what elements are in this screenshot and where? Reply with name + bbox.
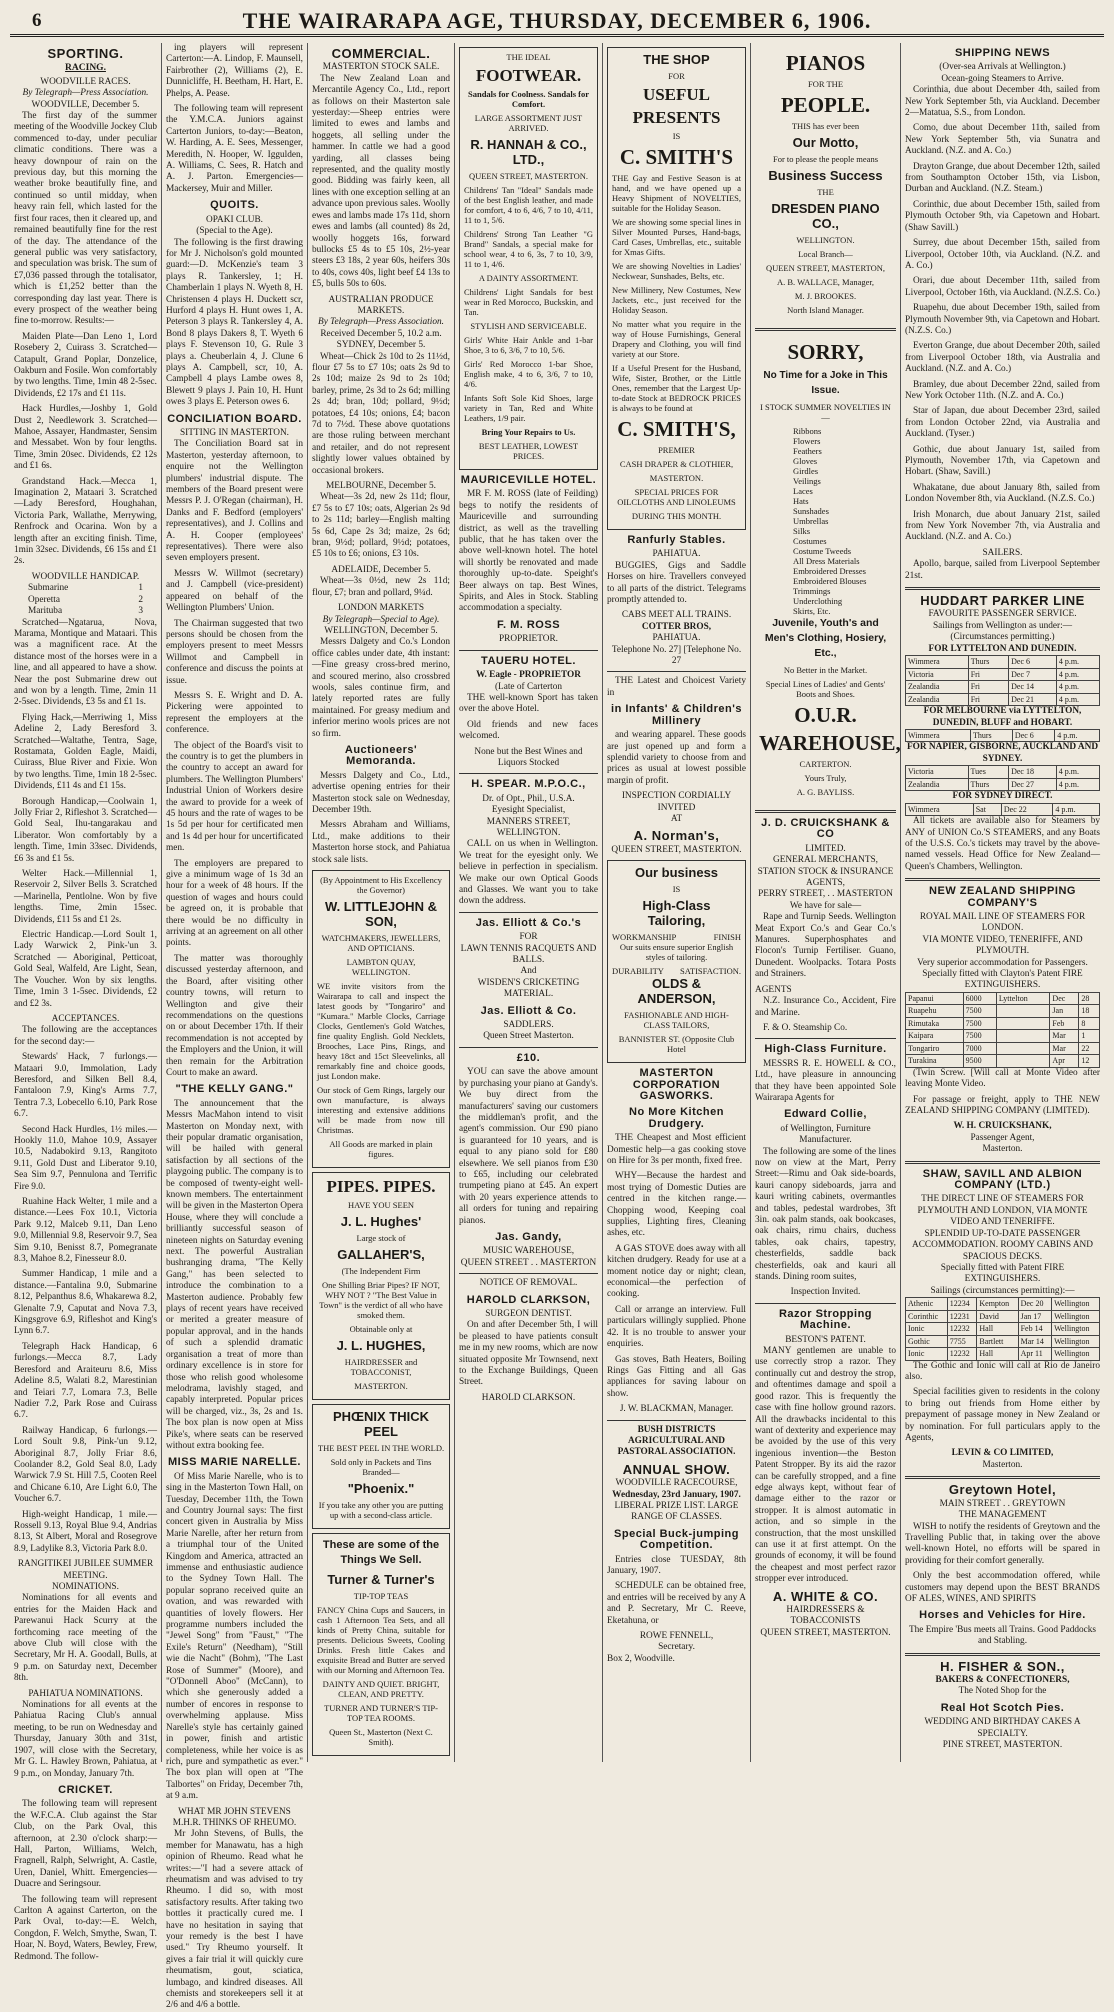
divider [905, 587, 1100, 590]
article-title: WHAT MR JOHN STEVENS M.H.R. THINKS OF RHEUMO. [172, 1806, 297, 1828]
section-heading: Special Buck-jumping Competition. [614, 1527, 739, 1552]
subheading: Ocean-going Steamers to Arrive. [941, 73, 1064, 84]
paragraph: The Gothic and Ionic will call at Rio de Janeiro also. [905, 1360, 1100, 1383]
paragraph: Summer Handicap, 1 mile and a distance.—Fantalina 9.0, Submarine 8.12, Pelpanthus 8.6, Whakarewa 8.2, Glenalte 7.9, Caputat and Nova 7.3, Kingsgrove 6.9, Rifleshot and King's Lynn 6.7. [14, 1269, 157, 1337]
paragraph: Borough Handicap,—Coolwain 1, Jolly Friar 2, Rifleshot 3. Scratched—Gold Seal, Ihu-tangarakau and Liberator. Won comfortably by a length. Time, 1min 33sec. Dividends, £6 3s and £1 5s. [14, 796, 157, 864]
subheading: ROYAL MAIL LINE OF STEAMERS FOR LONDON. [919, 911, 1086, 934]
paragraph: Stewards' Hack, 7 furlongs.—Mataari 9.0, Immolation, Lady Beresford, and Silken Bell 8.4, Fantaloon 7.9, King's Arms 7.7, Tentra 7.3, Lobecello 6.10, Park Rose 6.7. [14, 1052, 157, 1120]
connector-text: And [520, 966, 537, 977]
divider [905, 1161, 1100, 1164]
paragraph: Como, due about December 11th, sailed from New York September 5th, via Sunatra and Auckland. (N.Z. and A. Co.) [905, 123, 1100, 157]
section-heading: £10. [516, 1051, 541, 1064]
divider [459, 773, 598, 774]
table-row: Athenic 12234 Kempton Dec 20 Wellington [906, 1298, 1100, 1311]
venue: WOODVILLE RACECOURSE, [615, 1478, 738, 1489]
product-line: LAWN TENNIS RACQUETS AND BALLS. [460, 943, 597, 966]
ad-ideal-footwear: THE IDEAL FOOTWEAR. Sandals for Coolness. Sandals for Comfort. LARGE ASSORTMENT JUST ARRIVED. R. HANNAH & CO., LTD., QUEEN STREET, MASTERTON. Childrens' Tan "Ideal" Sandals made of the best English leather, and made for comfort, 4 to 6, 4/6, 7 to 10, 4/11, 11 to 1, 5/6. Childrens' Strong Tan Leather "G Brand" Sandals, a special make for school wear, 4 to 6, 3s, 7 to 10, 3/9, 11 to 1, 4/6. A DAINTY ASSORTMENT. Childrens' Light Sandals for best wear in Red Morocco, Buckskin, and Tan. STYLISH AND SERVICEABLE. Girls' White Hair Ankle and 1-bar Shoe, 3 to 6, 3/6, 7 to 10, 5/6. Girls' Red Morocco 1-bar Shoe, English make, 4 to 6, 3/6, 7 to 10, 4/6. Infants Soft Sole Kid Shoes, large variety in Tan, Red and White Leathers, 1/9 pair. Bring Your Repairs to Us. BEST LEATHER, LOWEST PRICES. [459, 47, 598, 470]
paragraph: Messrs W. Willmot (secretary) and J. Campbell (vice-president) appeared on behalf of the Wellington Plumbers' Union. [166, 568, 303, 614]
article-title: PAHIATUA NOMINATIONS. [28, 1688, 143, 1699]
paragraph: The following are some of the lines now on view at the Mart, Perry Street:—Rimu and Oak side-boards, kauri canopy sideboards, jarra and kauri writing cabinets, overmantles and tables, pedestal wardrobes, 3ft 3in. oak palm stands, oak bookcases, oak chairs, rimu chairs, duchess tables, oak chairs, tapestry, chesterfields, saddle back chesterfields, oak and kauri all stands. Dining room suites, [755, 1146, 896, 1283]
paragraph: The employers are prepared to give a minimum wage of 1s 3d an hour for a week of 48 hours. If the question of wages and hours could be agreed on, it is probable that there would be no difficulty in arriving at an agreement on all other points. [166, 858, 303, 949]
section-heading: COMMERCIAL. [331, 46, 431, 61]
paragraph: Gothic, due about January 1st, sailed from Plymouth, November 17th, via Capetown and Hobart. (Shaw, Savill.) [905, 444, 1100, 478]
address: MAIN STREET . . GREYTOWN [939, 1498, 1066, 1509]
business-type: HAIRDRESSERS & TOBACCONISTS [786, 1605, 865, 1627]
patent-label: BESTON'S PATENT. [785, 1334, 866, 1345]
table-row: Ionic 12232 Hall Apr 11 Wellington [906, 1348, 1100, 1361]
table-row: Victoria Tues Dec 18 4 p.m. [906, 766, 1100, 779]
ad-tiptop-teas: These are some of the Things We Sell. Turner & Turner's TIP-TOP TEAS FANCY China Cups and Saucers, in cash 1 Afternoon Tea Sets, and all kinds of Pretty China, suitable for presents. Delicious Sweets, Cooling Drinks. Fresh little Cakes and exquisite Bread and Butter are served with our Morning and Afternoon Tea. DAINTY AND QUIET. BRIGHT, CLEAN, AND PRETTY. TURNER AND TURNER'S TIP-TOP TEA ROOMS. Queen St., Masterton (Next C. Smith). [312, 1533, 450, 1756]
paragraph: and wearing apparel. These goods are just opened up and form a splendid variety to choose from and prices as usual at lowest possible margin of profit. [607, 730, 746, 786]
association-name: BUSH DISTRICTS AGRICULTURAL AND PASTORAL ASSOCIATION. [617, 1424, 736, 1458]
paragraph: YOU can save the above amount by purchasing your piano at Gandy's. We buy direct from the manufacturers' saving our customers the middleman's profit, and the agent's commission. Our £90 piano is guaranteed for 10 years, and is equal to any piano sold for £80 elsewhere. We sell pianos from £30 to £65, including our celebrated trumpeting piano at £45. An expert with 20 years experience attends to all orders for tuning and repairing pianos. [459, 1067, 598, 1226]
paragraph: Wheat—3s 2d, new 2s 11d; flour, £7 5s to £7 10s; oats, Algerian 2s 9d to 2s 11d; barley—English malting 5s 6d, Cape 2s 3d; maize, 2s 6d; bran, 9½d; pollard, 9½d; potatoes, £5 10s to £6; onions, £3 10s. [312, 492, 450, 560]
masthead [10, 8, 1104, 37]
paragraph: The matter was thoroughly discussed yesterday afternoon, and the Board, after visiting other country towns, will return to Wellington and give their recommendations on the questions on or about December 17th. If their recommendation is not accepted by the Employers and the Union, it will then remain for the Arbitration Court to make an award. [166, 953, 303, 1078]
subheading: Specially fitted with Clayton's Patent FIRE EXTINGUISHERS. [922, 969, 1083, 991]
sailing-table [905, 655, 1100, 706]
paragraph: Grandstand Hack.—Mecca 1, Imagination 2, Mataari 3. Scratched—Lady Beresford, Houghahan, Victoria Park, Wallathe, Merrywing, Renfrock and Ocarina. Won by a length after an exciting finish. Time, 1min 32sec. Dividends, £6 15s and £1 2s. [14, 476, 157, 567]
business-name: J. D. CRUICKSHANK & CO [761, 817, 890, 841]
divider [755, 1303, 896, 1304]
business-type: SADDLERS. [503, 1020, 554, 1031]
table-row: Gothic 7755 Bartlett Mar 14 Wellington [906, 1335, 1100, 1348]
address: PINE STREET, MASTERTON. [942, 1740, 1063, 1750]
paragraph: A GAS STOVE does away with all kitchen drudgery. Ready for use at a moment notice day or night; clean, economical—the perfection of cooking. [607, 1243, 747, 1300]
column-news [161, 43, 307, 2011]
connector-text: AT [670, 813, 683, 824]
placings [14, 583, 157, 617]
tagline: WEDDING AND BIRTHDAY CAKES A SPECIALTY. [924, 1717, 1081, 1739]
paragraph: MR F. M. ROSS (late of Feilding) begs to notify the residents of Mauriceville and surrounding district, as well as the travelling public, that he has taken over the above well-known hotel. The hotel will shortly be renovated and made thoroughly up-to-date. Speight's Beer always on tap. Best Wines, Spirits, and Ales in Stock. Stabling accommodation a specialty. [459, 489, 598, 614]
paragraph: ing players will represent Carterton:—A. Lindop, F. Maunsell, Fairbrother (2), Williams (2), E. Dunnicliffe, H. Beetham, H. Hart, E. Phelps, A. Pease. [166, 43, 303, 99]
paragraph: The following team will represent the Y.M.C.A. Juniors against Carterton Juniors, to-day:—Beaton, W. Harding, A. E. Sees, Messenger, Meredith, N. Hooper, W. Iggulden, A. Williams, C. Sees, R. Hatch and A. J. Parton. Emergencies—Mackersey, Muir and Miller. [166, 104, 303, 194]
business-type: LIMITED. [805, 843, 846, 854]
paragraph: Welter Hack.—Millennial 1, Reservoir 2, Silver Bells 3. Scratched—Marinella, Pentlolne. Won by five lengths. Time, 2min 15sec. Dividends, £11 5s and £1 2s. [14, 869, 157, 925]
paragraph: The first day of the summer meeting of the Woodville Jockey Club commenced to-day, under peculiar climatic conditions. There was a heavy downpour of rain on the previous day, but this morning the weather broke beautifully fine, and continued so until midday, when heavy rain fell, which lasted for the first four races, then it cleared up, and remained beautifully fine for the rest of the day. The attendance of the general public was very satisfactory, and speculation was brisk. The sum of £7,036 passed through the totalisator, which is £1,252 better than the corresponding day last year. There is every prospect of the weather being fine to-morrow. Results:— [14, 111, 157, 327]
divider [607, 1420, 746, 1421]
agent-title: Passenger Agent, [970, 1132, 1035, 1143]
divider [459, 912, 598, 913]
telephone: Telephone No. 27] [Telephone No. 27 [611, 644, 742, 667]
section-heading: in Infants' & Children's Millinery [611, 703, 742, 727]
byline: By Telegraph—Press Association. [22, 88, 149, 99]
paragraph: THE Latest and Choicest Variety in [607, 676, 746, 698]
article-title: ACCEPTANCES. [51, 1013, 120, 1024]
table-row: Zealandia Thurs Dec 27 4 p.m. [906, 778, 1100, 791]
business-name: Jas. Elliott & Co. [480, 1004, 577, 1017]
article-title: WOODVILLE RACES. [40, 76, 131, 87]
paragraph: Special facilities given to residents in the colony to bring out friends from Home either by prepayment of passage money in New Zealand or by nomination. For full particulars apply to the Agents, [905, 1387, 1100, 1444]
paragraph: The object of the Board's visit to the country is to get the plumbers in the country to accept an award for plumbers. The Wellington Plumbers' Industrial Union of Workers desire the award to provide for a week of 45 hours and the rate of wages to be 1s 5d per hour for certificated men and 1s 4d per hour for uncertificated men. [166, 740, 303, 854]
section-heading: Real Hot Scotch Pies. [940, 1701, 1065, 1714]
paragraph: Corinthic, due about December 15th, sailed from Plymouth October 9th, via Capetown and Hobart. (Shaw Savill.) [905, 199, 1100, 233]
paragraph: Irish Monarch, due about January 21st, sailed from New York November 7th, via Australia and Auckland. (N.Z. and A. Co.) [905, 509, 1100, 543]
paragraph: The announcement that the Messrs MacMahon intend to visit Masterton on Monday next, with their popular dramatic organisation, will be hailed with general satisfaction by all sections of the playgoing public. The company is to be composed of twenty-eight well-known members. The entertainment will be given in the Masterton Opera House, where they will conclude a brilliantly successful season of nineteen nights on Saturday evening next. The powerful Australian bushranging drama, "The Kelly Gang," has been selected to introduce the combination to a Masterton audience. Probably few plays of recent years have received or merited a greater measure of popular approval, and in the hands of such a splendid dramatic organisation a treat of more than ordinary excellence is in store for those who relish good wholesome melodrama, lavishly staged, and capably interpreted. Popular prices will be charged, viz., 3s, 2s and 1s. The box plan is now open at Miss Pike's, where seats can be reserved without extra booking fee. [166, 1098, 303, 1451]
signature: HAROLD CLARKSON. [481, 1392, 576, 1403]
section-heading: HUDDART PARKER LINE [920, 593, 1085, 609]
paragraph: The following is the first drawing for Mr J. Nicholson's gold mounted guard:—D. McKenzie's team 3 plays R. Tankersley, 1; H. Chamberlain 1 plays N. Wyeth 8, H. Christensen 4 plays H. Duckett scr, Hurford 4 plays H. Hunt owes 1, A. Peterson 3 plays R. Tankersley 4, A. Bond 8 plays Dakers 8, T. Wyeth 6 plays F. Stevenson 10, G. Rule 3 plays a. Cheuberlain 4, J. Clune 6 plays A. Campbell, scr, 10, A. Campbell 4 plays Lambe owes 8, Blewett 9 plays J. Pain 10, H. Hunt owes 3 plays E. Peterson owes 6. [166, 237, 303, 408]
ad-littlejohn: (By Appointment to His Excellency the Governor) W. LITTLEJOHN & SON, WATCHMAKERS, JEWELLERS, AND OPTICIANS. LAMBTON QUAY, WELLINGTON. WE invite visitors from the Wairarapa to call and inspect the latest goods by "Tongariro" and "Kumara." Marble Clocks, Carriage Clocks, Gentlemen's Gold Watches, fine quality English. Gold Necklets, Brooches, Lace Pins, Rings, and heavy 18ct and 15ct Sleevelinks, all remarkably fine and choice goods, just London make. Our stock of Gem Rings, largely our own manufacture, is always interesting and extensive additions will be made from now till Christmas. All Goods are marked in plain figures. [312, 870, 450, 1168]
dateline: WOODVILLE, December 5. [31, 99, 140, 110]
section-heading: NEW ZEALAND SHIPPING COMPANY'S [929, 885, 1076, 909]
paragraph: Wheat—Chick 2s 10d to 2s 11½d, flour £7 5s to £7 10s; oats 2s 9d to 2s 10d; maize 2s 9d to 2s 10d; barley, prime, 2s 3d to 2s 6d; milling 2s 4d; bran, 10d; pollard, 9½d; potatoes, £4 10s; onions, £4; bacon 7d to 7½d. These above quotations are those ruling between merchant and retailer, and do not represent slightly lower values obtained by occasional brokers. [312, 351, 450, 476]
divider [755, 1038, 896, 1039]
paragraph: The Conciliation Board sat in Masterton, yesterday afternoon, to enquire not the Wellington plumbers' industrial dispute. The members of the Board present were Messrs P. J. O'Regan (chairman), H. Danks and F. Bedford (employers' representatives), and J. Collins and A. H. Cooper (employees' representatives). There were also seven employers present. [166, 439, 303, 564]
section-heading: Greytown Hotel, [948, 1482, 1057, 1498]
paragraph: Of Miss Marie Narelle, who is to sing in the Masterton Town Hall, on Tuesday, December 11th, the Town and Country Journal says: The first concert given in Australia by Miss Marie Narelle, after her return from a triumphal tour of the United Kingdom and America, attracted an immense and enthusiastic audience to the Sydney Town Hall. The popular soprano received quite an ovation, and was rewarded with quantities of lovely flowers. Her programme numbers included the "Jewel Song" from "Faust," "The Exile's Return" (Needham), "Still wie die Nacht" (Bohm), "The Last Rose of Summer" (Moore), and "O'Donnell Aboo" (McCann), to which she generously added a number of encores in response to overwhelming applause. Miss Narelle's style has certainly gained in power, finish and artistic completeness, while her voice is as rich, pure and sympathetic as ever." The box plan will open at "The Talbortes" on Friday, December 7th, at 9 a.m. [166, 1471, 303, 1802]
section-heading: H. FISHER & SON., [940, 1658, 1065, 1674]
paragraph: Messrs Abraham and Williams, Ltd., make additions to their Masterton horse stock, and Pahiatua stock sale lists. [312, 820, 450, 865]
paragraph: Ruapehu, due about December 19th, sailed from Plymouth November 9th, via Capetown and Hobart. (N.Z.S. Co.) [905, 303, 1100, 336]
dateline: MELBOURNE, December 5. [326, 481, 436, 492]
paragraph: The following team will represent Carlton A against Carterton, on the Park Oval, to-day:—E. Welch, Congdon, F. Welch, Smythe, Swan, T. Hoar, N. Boyd, Waters, Bewley, Frew, Redmond. The follow- [14, 1894, 157, 1962]
byline: (Special to the Age). [196, 226, 273, 237]
article-subtitle: NOMINATIONS. [52, 1582, 119, 1592]
section-heading: CONCILIATION BOARD. [167, 412, 302, 425]
article-title: AUSTRALIAN PRODUCE MARKETS. [328, 294, 434, 316]
paragraph: Messrs Dalgety and Co., Ltd., advertise opening entries for their Masterton stock sale on Wednesday, December 19th. [312, 770, 450, 815]
paragraph: BUGGIES, Gigs and Saddle Horses on hire. Travellers conveyed to all parts of the district. Telegrams promptly attended to. [607, 560, 746, 606]
section-heading: Auctioneers' Memoranda. [344, 743, 418, 768]
paragraph: Orari, due about December 11th, sailed from Liverpool, October 16th, via Auckland. (N.Z.S. Co.) [905, 276, 1100, 298]
dateline: WELLINGTON, December 5. [324, 625, 438, 636]
table-row: Kaipara 7500 Mar 1 [906, 1030, 1100, 1043]
address: QUEEN STREET, MASTERTON. [611, 844, 742, 855]
place-name: PAHIATUA. [652, 633, 701, 644]
table-row: Corinthic 12231 David Jan 17 Wellington [906, 1310, 1100, 1323]
subheading: SPLENDID UP-TO-DATE PASSENGER ACCOMMODATION. ROOMY CABINS AND SPACIOUS DECKS. [912, 1228, 1093, 1262]
divider [459, 1047, 598, 1048]
paragraph: Call or arrange an interview. Full particulars willingly supplied. Phone 42. It is no trouble to answer your enquiries. [607, 1304, 746, 1350]
subheading: Very superior accommodation for Passengers. [917, 957, 1088, 968]
section-heading: SHAW, SAVILL AND ALBION COMPANY (LTD.) [922, 1167, 1083, 1192]
article-title: WOODVILLE HANDICAP. [31, 571, 140, 582]
byline: By Telegraph—Special to Age). [322, 614, 440, 625]
paragraph: Only the best accommodation offered, while customers may depend upon the BEST BRANDS OF ALES, WINES, AND SPIRITS [905, 1571, 1100, 1604]
address: PERRY STREET, . . MASTERTON [758, 889, 893, 900]
placing-row: Submarine 1 [28, 583, 143, 594]
sailing-table [905, 803, 1100, 817]
address: QUEEN STREET . . MASTERTON [460, 1257, 597, 1268]
credential: Dr. of Opt., Phil., U.S.A. [482, 793, 575, 804]
table-row: Turakina 9500 Apr 12 [906, 1055, 1100, 1068]
business-type: GENERAL MERCHANTS, STATION STOCK & INSURANCE AGENTS, [757, 855, 894, 889]
paragraph: THE well-known Sport has taken over the above Hotel. [459, 692, 598, 715]
tagline: The Empire 'Bus meets all Trains. Good Paddocks and Stabling. [908, 1624, 1097, 1647]
subheading: THE MANAGEMENT [958, 1510, 1047, 1521]
ad-corner-labels: DURABILITY SATISFACTION. [612, 966, 741, 977]
business-type: SURGEON DENTIST. [485, 1309, 572, 1319]
subheading: Sailings from Wellington as under:— [932, 620, 1073, 631]
subheading: VIA MONTE VIDEO, TENERIFFE, AND PLYMOUTH. [922, 934, 1083, 957]
business-type: BAKERS & CONFECTIONERS, [935, 1674, 1070, 1685]
address: MANNERS STREET, WELLINGTON. [486, 816, 571, 838]
section-heading: No More Kitchen Drudgery. [629, 1106, 724, 1130]
paragraph: Rape and Turnip Seeds. Wellington Meat Export Co.'s and Gear Co.'s Manures. Superphosphates and Flocon's Turnip Fertiliser. Guano, Dunedent. Woolpacks. Totara Posts and Strainers. [755, 912, 896, 980]
column-ads-c [750, 43, 900, 1762]
paragraph: Wheat—3s 0½d, new 2s 11d; flour, £7; bran and pollard, 9¼d. [312, 576, 450, 598]
section-heading: SHIPPING NEWS [954, 47, 1051, 59]
page-number: 6 [32, 10, 42, 31]
business-name: HAROLD CLARKSON, [466, 1293, 591, 1306]
connector-text: FOR [519, 932, 538, 943]
paragraph: The Chairman suggested that two persons should be chosen from the employers present to meet Messrs Willmot and Campbell in conference and discuss the points at issue. [166, 618, 303, 686]
place-name: Masterton. [982, 1459, 1023, 1470]
signature: ROWE FENNELL, [639, 1631, 714, 1642]
paragraph: All tickets are available also for Steamers by ANY of UNION Co.'S STEAMERS, and any Boats of the U.S.S. Co.'s tickets may travel by the above-named vessels. Head Office for New Zealand—Queen's Chambers, Wellington. [905, 816, 1100, 872]
address: Box 2, Woodville. [607, 1653, 675, 1664]
subheading: FAVOURITE PASSENGER SERVICE. [928, 609, 1077, 620]
place-name: Masterton. [982, 1144, 1023, 1155]
table-row: Ruapehu 7500 Jan 18 [906, 1005, 1100, 1018]
column-commercial [307, 43, 454, 1762]
byline: By Telegraph—Press Association. [318, 317, 444, 328]
dateline: Received December 5, 10.2 a.m. [320, 328, 442, 339]
paragraph: THE Cheapest and Most efficient Domestic help—a gas cooking stove on Hire for 3s per month, fixed free. [607, 1133, 746, 1166]
business-name: Edward Collie, [784, 1108, 867, 1121]
column-ads-a [454, 43, 602, 1762]
business-name: A. WHITE & CO. [772, 1588, 879, 1604]
paragraph: Scratched—Ngatarua, Nova, Marama, Montique and Mataari. This was a magnificent race. At the distance most of the horses were in a line, and all appeared to have a show. Near the post Submarine drew out and won by a length. Time, 2min 11 2-5sec. Dividends, £3 5s and £1 1s. [14, 617, 157, 708]
business-type: MUSIC WAREHOUSE, [482, 1246, 575, 1257]
paragraph: The following are the acceptances for the second day:— [14, 1025, 157, 1047]
table-row: Victoria Fri Dec 7 4 p.m. [906, 668, 1100, 681]
business-type: of Wellington, Furniture Manufacturer. [780, 1123, 871, 1146]
paragraph: Flying Hack,—Merriwing 1, Miss Adeline 2, Lady Beresford 3. Scratched—Waltathe, Tentra, Sage, Rostamata, Golden Eagle, Maidi, Cuirass, Blue River and Fixie. Won by two lengths. Time, 1min 18 2-5sec. Dividends, £11 4s and £1 15s. [14, 712, 157, 792]
subheading: Specially fitted with Patent FIRE EXTINGUISHERS. [940, 1262, 1065, 1285]
table-row: Papanui 6000 Lyttelton Dec 28 [906, 992, 1100, 1005]
section-heading: Jas. Elliott & Co.'s [475, 916, 582, 929]
section-heading: SPORTING. [47, 46, 124, 61]
credential: Eyesight Specialist, [491, 805, 566, 816]
paragraph: F. & O. Steamship Co. [763, 1022, 848, 1033]
paragraph: Star of Japan, due about December 23rd, sailed from London October 22nd, via Australia and Auckland. (Tyser.) [905, 406, 1100, 440]
paragraph: Nominations for all events and entries for the Maiden Hack and Parewanui Hack Scurry at the forthcoming race meeting of the above Club will close with the Secretary, Mr H. A. Goodall, Bulls, at 9 p.m. on Saturday next, December 8th. [14, 1593, 157, 1684]
section-heading: H. SPEAR. M.P.O.C., [471, 778, 586, 791]
paragraph: Nominations for all events at the Pahiatua Racing Club's annual meeting, to be run on Wednesday and Thursday, January 30th and 31st, 1907, will close with the Secretary, Mr G. L. Hawley Brown, Pahiatua, at 9 p.m., on Monday, January 7th. [14, 1700, 157, 1779]
paragraph: Old friends and new faces welcomed. [459, 719, 598, 742]
table-row: Wimmera Sat Dec 22 4 p.m. [906, 803, 1100, 816]
section-heading: High-Class Furniture. [764, 1043, 887, 1056]
novelty-list: Ribbons Flowers Feathers Gloves Girdles Veilings Laces Hats Sunshades Umbrellas Silks Costumes Costume Tweeds All Dress Materials Embroidered Dresses Embroidered Blouses Trimmings Underclothing Skirts, Etc. [793, 426, 867, 616]
divider [905, 878, 1100, 881]
address: QUEEN STREET, MASTERTON. [760, 1627, 891, 1638]
placing-row: Marituba 3 [28, 606, 143, 617]
column-shipping [900, 43, 1104, 1762]
paragraph: Entries close TUESDAY, 8th January, 1907. [607, 1554, 746, 1576]
paragraph: Second Hack Hurdles, 1½ miles.—Hookly 11.0, Mahoe 10.9, Assayer 10.5, Nadabokird 9.13, Rangitoto 9.11, Gold Dust and Liberator 9.10, Sea Sim 9.7, Pennulona and Terrific Fire 9.0. [14, 1124, 157, 1192]
notice-title: NOTICE OF REMOVAL. [479, 1278, 578, 1289]
tagline: We have for sale— [789, 900, 862, 911]
table-row: Ionic 12232 Hall Feb 14 Wellington [906, 1323, 1100, 1336]
paragraph: N.Z. Insurance Co., Accident, Fire and Marine. [755, 996, 896, 1018]
paragraph: High-weight Handicap, 1 mile.—Rossell 9.13, Royal Blue 9.4, Andrias 8.13, St Albert, Moral and Rosegrove 8.9, Ladylike 8.3, Victoria Park 8.0. [14, 1509, 157, 1554]
paragraph: WISH to notify the residents of Greytown and the Travelling Public that, in taking over the above well-known Hotel, no efforts will be spared in providing for their comfort generally. [905, 1521, 1100, 1566]
proprietor-note: (Late of Carterton [494, 681, 563, 692]
business-name: COTTER BROS, [641, 621, 712, 632]
placing-row: Operetta 2 [28, 594, 143, 605]
paragraph: Hack Hurdles,—Joshby 1, Gold Dust 2, Needlework 3. Scratched—Mahoe, Assayer, Handmaster, Sensim and Messabet. Won by four lengths. Time, 3min 20sec. Dividends, £2 12s and £1 6s. [14, 404, 157, 472]
section-heading: MASTERTON CORPORATION GASWORKS. [632, 1067, 721, 1102]
paragraph: (Twin Screw. [Will call at Monte Video after leaving Monte Video. [905, 1067, 1100, 1090]
place-name: PAHIATUA. [652, 549, 701, 560]
section-heading: "THE KELLY GANG." [175, 1083, 294, 1096]
divider [459, 1273, 598, 1274]
table-row: Rimutaka 7500 Feb 8 [906, 1017, 1100, 1030]
divider [905, 1476, 1100, 1479]
paragraph: Everton Grange, due about December 20th, sailed from Liverpool October 18th, via Australia and Auckland. (N.Z. and A. Co.) [905, 341, 1100, 375]
ad-olds-anderson: Our business IS High-Class Tailoring, WORKMANSHIP FINISH Our suits ensure superior English styles of tailoring. DURABILITY SATISFACTION. OLDS & ANDERSON, FASHIONABLE AND HIGH-CLASS TAILORS, BANNISTER ST. (Opposite Club Hotel [607, 860, 746, 1063]
tagline: LIBERAL PRIZE LIST. LARGE RANGE OF CLASSES. [614, 1500, 739, 1523]
subheading: THE DIRECT LINE OF STEAMERS FOR PLYMOUTH AND LONDON, VIA MONTE VIDEO AND TENERIFFE. [917, 1194, 1088, 1228]
paragraph: WHY—Because the hardest and most trying of Domestic Duties are centred in the kitchen range.—Chopping wood, Keeping coal supplies, Lighting fires, Cleaning ashes, etc. [607, 1171, 746, 1239]
paragraph: Maiden Plate—Dan Leno 1, Lord Rosebery 2, Cuirass 3. Scratched—Catapult, Grand Poplar, Donzelice, Oakburn and Fosile. Won comfortably by two lengths. Time, 1min 48 2-5sec. Dividends, £2 17s and £1 11s. [14, 331, 157, 399]
paragraph: MESSRS R. E. HOWELL & CO., Ltd., have pleasure in announcing that they have been appointed Sole Wairarapa Agents for [755, 1058, 896, 1103]
paragraph: CALL on us when in Wellington. We treat for the eyesight only. We believe in perfection in specialism. We make our own Optical Goods and Glasses. We want you to take down the address. [459, 839, 598, 907]
paragraph: Bramley, due about December 22nd, sailed from New York October 11th. (N.Z. and A. Co.) [905, 379, 1100, 401]
article-title: OPAKI CLUB. [206, 214, 263, 225]
dateline: ADELAIDE, December 5. [331, 564, 431, 575]
section-heading: ANNUAL SHOW. [622, 1461, 731, 1477]
paragraph: Drayton Grange, due about December 12th, sailed from Southampton October 15th, via Lisbon, Durban and Auckland. (N.Z. Steam.) [905, 161, 1100, 195]
paragraph: MANY gentlemen are unable to use correctly strop a razor. They continually cut and destroy the strop, and oftentimes damage and spoil a good razor. This is frequently the case with fine hollow ground razors. All the drawbacks incidental to this want of dexterity and experience may be avoided by the use of this very ingenious invention—the Beston Patent Stropper. By its aid the razor can be carefully stropped, and a fine edge always kept, without fear of damage either to the razor or stropper. It is almost automatic in action, and so simple in the construction, that the most unskilled can use it at first attempt. On the grounds of economy, it will be found the cheapest and most perfect razor stropper ever introduced. [755, 1346, 896, 1585]
paragraph: Mr John Stevens, of Bulls, the member for Manawatu, has a high opinion of Rheumo. Read what he writes:—"I had a severe attack of rheumatism and was advised to try Rheumo. I did so, with most satisfactory results. After taking two bottles it practically cured me. I have no hesitation in saying that your remedy is the best I have used." Try Rheumo yourself. It gives a fair trial it will quickly cure rheumatism, gout, sciatica, lumbago, and kindred diseases. All chemists and storekeepers sell it at 2/6 and 4/6 a bottle. [166, 1829, 303, 2011]
paragraph: On and after December 5th, I will be pleased to have patients consult me in my new rooms, which are now situated opposite Mr Townsend, next to the Exchange Buildings, Queen Street. [459, 1320, 598, 1388]
ad-phoenix-peel: PHŒNIX THICK PEEL THE BEST PEEL IN THE WORLD. Sold only in Packets and Tins Branded— "Phoenix." If you take any other you are putting up with a second-class article. [312, 1404, 450, 1529]
signature-title: Secretary. [658, 1642, 695, 1653]
section-heading: QUOITS. [210, 199, 259, 212]
page-title: THE WAIRARAPA AGE, THURSDAY, DECEMBER 6, 1906. [242, 8, 872, 33]
proprietor-name: F. M. ROSS [496, 618, 561, 631]
table-row: Wimmera Thurs Dec 6 4 p.m. [906, 729, 1100, 742]
steamer-table [905, 1297, 1100, 1361]
article-subtitle: SITTING IN MASTERTON. [179, 428, 290, 438]
agent-name: LEVIN & CO LIMITED, [951, 1448, 1054, 1459]
route-title: FOR MELBOURNE via LYTTELTON, DUNEDIN, BLUFF and HOBART. [923, 706, 1082, 728]
route-title: FOR SYDNEY DIRECT. [952, 791, 1053, 802]
section-heading: Horses and Vehicles for Hire. [919, 1609, 1086, 1622]
table-row: Tongariro 7000 Mar 22 [906, 1042, 1100, 1055]
paragraph: Messrs S. E. Wright and D. A. Pickering were appointed to represent the employers at the conference. [166, 690, 303, 736]
ad-c-smith: THE SHOP FOR USEFUL PRESENTS IS C. SMITH'S THE Gay and Festive Season is at hand, and we have opened up a Heavy Shipment of NOVELTIES, suitable for the Holiday Season. We are showing some special lines in Silver Mounted Purses, Hand-bags, Card Cases, Umbrellas, etc., suitable for Xmas Gifts. We are showing Novelties in Ladies' Neckwear, Sunshades, Belts, etc. New Millinery, New Costumes, New Jackets, etc., just received for the Holiday Season. No matter what you require in the way of House Furnishings, General Drapery and Clothing, you will find variety at our Store. If a Useful Present for the Husband, Wife, Sister, Brother, or the Little Ones, remember that the Largest Up-to-date Stock at BEDROCK PRICES is always to be found at C. SMITH'S, PREMIER CASH DRAPER & CLOTHIER, MASTERTON. SPECIAL PRICES FOR OILCLOTHS AND LINOLEUMS DURING THIS MONTH. [607, 47, 746, 530]
tagline: None but the Best Wines and Liquors Stocked [474, 746, 583, 768]
subheading: SAILERS. [982, 547, 1023, 558]
article-title: RANGITIKEI JUBILEE SUMMER MEETING. [17, 1559, 154, 1581]
product-line: WISDEN'S CRICKETING MATERIAL. [477, 977, 580, 1000]
section-heading: MAURICEVILLE HOTEL. [460, 474, 597, 486]
route-title: FOR LYTTELTON AND DUNEDIN. [928, 643, 1077, 654]
dateline: SYDNEY, December 5. [336, 340, 426, 351]
paragraph: Railway Handicap, 6 furlongs.—Lord Soult 9.8, Pink-'un 9.12, Aboriginal 8.7, Jolly Friar 8.6, Coolander 8.2, Gold Seal 8.0, Lady Warwick 7.9 St. Hill 7.5, Cooten Reel and Chicane 6.10, Are Light 6.0, The Voucher 6.7. [14, 1425, 157, 1505]
event-date: Wednesday, 23rd January, 1907. [612, 1489, 741, 1500]
table-row: Wimmera Thurs Dec 6 4 p.m. [906, 656, 1100, 669]
tagline: CABS MEET ALL TRAINS. [621, 610, 732, 621]
business-name: Jas. Gandy, [495, 1230, 562, 1243]
paragraph: Corinthia, due about December 4th, sailed from New York September 5th, via Auckland. December 2—Matatua, S.S., from London. [905, 85, 1100, 119]
ad-corner-labels: WORKMANSHIP FINISH [612, 932, 741, 943]
sailing-table [905, 765, 1100, 791]
paragraph: SCHEDULE can be obtained free, and entries will be received by any A and P. Secretary, Mr C. Reeve, Eketahuna, or [607, 1581, 746, 1626]
table-row: Zealandia Fri Dec 14 4 p.m. [906, 681, 1100, 694]
paragraph: Gas stoves, Bath Heaters, Boiling Rings Gas Fitting and all Gas appliances for saving labour on show. [607, 1354, 746, 1399]
article-title: MASTERTON STOCK SALE. [322, 62, 440, 73]
subheading: RACING. [65, 63, 106, 74]
subheading: Sailings (circumstances permitting):— [930, 1285, 1075, 1296]
divider [607, 671, 746, 672]
paragraph: The following team will represent the W.F.C.A. Club against the Star Club, on the Park Oval, this afternoon, at 2.30 o'clock sharp:—Hall, Parton, Williams, Welch, Fragnell, Ralph, Selwright, A. Castle, Uren, Daniel, Whitt. Emergencies—Duacre and Seringsour. [14, 1799, 157, 1890]
column-sporting [10, 43, 161, 1962]
ad-our-warehouse: SORRY, No Time for a Joke in This Issue. I STOCK SUMMER NOVELTIES IN— Ribbons Flowers Feathers Gloves Girdles Veilings Laces Hats Sunshades Umbrellas Silks Costumes Costume Tweeds All Dress Materials Embroidered Dresses Embroidered Blouses Trimmings Underclothing Skirts, Etc. Juvenile, Youth's and Men's Clothing, Hosiery, Etc., No Better in the Market. Special Lines of Ladies' and Gents' Boots and Shoes. O.U.R. WAREHOUSE, CARTERTON. Yours Truly, A. G. BAYLISS. [759, 340, 901, 797]
paragraph: Ruahine Hack Welter, 1 mile and a distance.—Lees Fox 10.1, Victoria Park 9.12, Malceb 9.11, Dan Leno 9.0, Millennial 9.8, Reservoir 9.7, Sea Sim 9.10, Benisst 8.7, Pomegranate 8.3, Mahoe 8.2, Finesseur 8.0. [14, 1197, 157, 1265]
column-ads-b [602, 43, 750, 1762]
section-heading: CRICKET. [58, 1783, 113, 1796]
section-heading: TAUERU HOTEL. [481, 654, 576, 667]
business-name: A. Norman's, [633, 828, 720, 844]
agents-label: AGENTS [755, 984, 792, 995]
subheading: (Circumstances permitting.) [950, 632, 1055, 643]
table-row: Zealandia Fri Dec 21 4 p.m. [906, 693, 1100, 706]
ad-dresden-pianos: PIANOS FOR THE PEOPLE. THIS has ever been Our Motto, For to please the people means Business Success THE DRESDEN PIANO CO., WELLINGTON. Local Branch— QUEEN STREET, MASTERTON, A. B. WALLACE, Manager, M. J. BROOKES. North Island Manager. [765, 51, 886, 315]
paragraph: Surrey, due about December 15th, sailed from Liverpool, October 10th, via Auckland. (N.Z. and A. Co.) [905, 238, 1100, 271]
route-title: FOR NAPIER, GISBORNE, AUCKLAND AND SYDNEY. [906, 742, 1099, 764]
tagline: The Noted Shop for the [958, 1686, 1047, 1697]
signature: J. W. BLACKMAN, Manager. [619, 1404, 734, 1415]
divider [755, 328, 896, 331]
address: Queen Street Masterton. [483, 1031, 574, 1042]
divider [905, 1653, 1100, 1656]
tagline: Inspection Invited. [790, 1287, 861, 1298]
paragraph: The New Zealand Loan and Mercantile Agency Co., Ltd., report as follows on their Masterton sale yesterday:—Sheep entries were limited to ewes and lambs and hoggets, all selling under the hammer. In cattle we had a good yarding, all classes being represented, and the quality mostly good. Bidding was fairly keen, all lines with one exception selling at an advance upon previous sales. Woolly ewes and lambs made 17s 11d, shorn ewes and lambs (all counted) 8s 2d, woolly hoggets 16s, forward bullocks £5 4s to £5 10s, 2½-year steers £3 18s, 2 year 60s, heifers 30s to 40s, cows 40s, light beef £4 13s to £5, bulls 50s to 60s. [312, 73, 450, 290]
paragraph: Telegraph Hack Handicap, 6 furlongs.—Mecca 8.7, Lady Beresford and Araiteuru 8.6, Miss Adeline 8.5, Walati 8.2, Marestinian and Teiari 7.7, Lomara 7.3, Belle Nadier 7.2, Park Rose and Cuirass 6.7. [14, 1341, 157, 1421]
sailing-table [905, 729, 1100, 743]
paragraph: Whakatane, due about January 8th, sailed from London November 8th, via Auckland. (N.Z.S. Co.) [905, 482, 1100, 505]
section-heading: Ranfurly Stables. [627, 534, 726, 546]
section-heading: MISS MARIE NARELLE. [168, 1456, 301, 1469]
ad-hughes-pipes: PIPES. PIPES. HAVE YOU SEEN J. L. Hughes' Large stock of GALLAHER'S, (The Independent Firm One Shilling Briar Pipes? IF NOT, WHY NOT ? "The Best Value in Town" is the verdict of all who have smoked them. Obtainable only at J. L. HUGHES, HAIRDRESSER and TOBACCONIST, MASTERTON. [312, 1172, 450, 1400]
section-heading: Razor Stropping Machine. [778, 1307, 873, 1332]
paragraph: Electric Handicap.—Lord Soult 1, Lady Warwick 2, Pink-'un 3. Scratched — Aboriginal, Petticoat, Gold Seal, Walfeld, Are Light, Sean, The Voucher. Won by six lengths. Time, 1min 3 1-5sec. Dividends, £2 and £2 3s. [14, 930, 157, 1009]
article-title: LONDON MARKETS [338, 603, 424, 614]
steamer-table [905, 992, 1100, 1068]
proprietor-title: PROPRIETOR. [499, 634, 558, 645]
proprietor-name: W. Eagle - PROPRIETOR [476, 670, 581, 681]
tagline: INSPECTION CORDIALLY INVITED [621, 791, 732, 813]
paragraph: For passage or freight, apply to THE NEW ZEALAND SHIPPING COMPANY (LIMITED). [905, 1094, 1100, 1117]
paragraph: Apollo, barque, sailed from Liverpool September 21st. [905, 559, 1100, 581]
agent-name: W. H. CRUICKSHANK, [953, 1121, 1052, 1132]
subheading: (Over-sea Arrivals at Wellington.) [939, 62, 1066, 73]
divider [755, 810, 896, 813]
paragraph: Messrs Dalgety and Co.'s London office cables under date, 4th instant:—Fine greasy cross-bred merino, and scoured merino, also crossbred wools, sales continue firm, and lately reported rates are fully maintained. For greasy medium and inferior merino wools prices are not so firm. [312, 637, 450, 739]
divider [459, 650, 598, 651]
